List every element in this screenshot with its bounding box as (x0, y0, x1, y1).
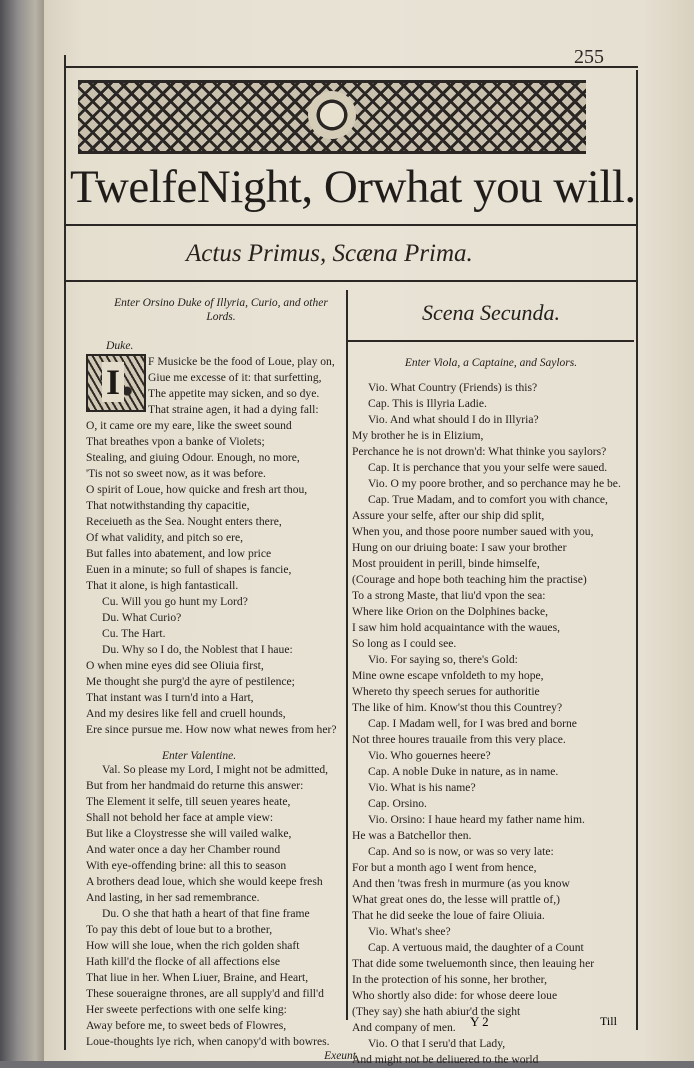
verse-line: Receiueth as the Sea. Nought enters there, (86, 515, 282, 528)
verse-line: Cap. True Madam, and to comfort you with chance, (368, 492, 608, 506)
verse-line: My brother he is in Elizium, (352, 428, 484, 442)
verse-line: The appetite may sicken, and so dye. (148, 387, 320, 400)
verse-line: Cap. A vertuous maid, the daughter of a Count (368, 940, 584, 954)
verse-line: Cap. And so is now, or was so very late: (368, 844, 554, 858)
verse-line: I saw him hold acquaintance with the waues, (352, 620, 560, 634)
stage-direction-viola: Enter Viola, a Captaine, and Saylors. (404, 356, 578, 369)
verse-line: The Element it selfe, till seuen yeares heate, (86, 795, 291, 808)
verse-line: Ere since pursue me. How now what newes from her? (86, 723, 337, 736)
verse-line: Giue me excesse of it: that surfetting, (148, 371, 322, 384)
verse-line: Vio. And what should I do in Illyria? (368, 412, 539, 426)
verse-line: A brothers dead loue, which she would keepe fresh (86, 875, 323, 888)
verse-line: Mine owne escape vnfoldeth to my hope, (352, 668, 544, 682)
verse-line: Cap. This is Illyria Ladie. (368, 396, 487, 410)
stage-direction-valentine: Enter Valentine. (162, 750, 237, 762)
verse-line: Cu. Will you go hunt my Lord? (102, 595, 248, 608)
verse-line: Not three houres trauaile from this very place. (352, 732, 566, 746)
verse-line: In the protection of his sonne, her brother, (352, 972, 547, 986)
verse-line: For but a month ago I went from hence, (352, 860, 537, 874)
verse-line: Who shortly also dide: for whose deere loue (352, 988, 558, 1002)
adjacent-page-bleed (0, 330, 44, 630)
verse-line: That notwithstanding thy capacitie, (86, 499, 250, 512)
verse-line: Assure your selfe, after our ship did split, (352, 508, 545, 522)
verse-line: Vio. O my poore brother, and so perchance may he be. (368, 476, 621, 490)
verse-line: When you, and those poore number saued with you, (352, 524, 594, 538)
verse-line: Cap. It is perchance that you your selfe were saued. (368, 460, 608, 474)
verse-line: That dide some tweluemonth since, then leauing her (352, 956, 595, 970)
verse-line: Stealing, and giuing Odour. Enough, no more, (86, 451, 300, 464)
play-title: TwelfeNight, Orwhat you will. (70, 161, 636, 213)
page-number: 255 (574, 46, 604, 68)
verse-line: O spirit of Loue, how quicke and fresh art thou, (86, 483, 308, 496)
verse-line: With eye-offending brine: all this to season (86, 859, 287, 872)
verse-line: Du. O she that hath a heart of that fine frame (102, 907, 310, 920)
verse-line: Me thought she purg'd the ayre of pestilence; (86, 675, 295, 688)
verse-line: Vio. Orsino: I haue heard my father name him. (368, 812, 585, 826)
verse-line: But from her handmaid do returne this answer: (86, 779, 304, 792)
verse-line: Where like Orion on the Dolphines backe, (352, 604, 549, 618)
verse-line: But like a Cloystresse she will vailed walke, (86, 827, 292, 840)
verse-line: O, it came ore my eare, like the sweet sound (86, 419, 292, 432)
act-heading: Actus Primus, Scæna Prima. (186, 240, 473, 267)
verse-line: And might not be deliuered to the world (352, 1052, 539, 1066)
verse-line: So long as I could see. (352, 636, 457, 650)
verse-line: To a strong Maste, that liu'd vpon the sea: (352, 588, 546, 602)
verse-line: Hung on our driuing boate: I saw your brother (352, 540, 567, 554)
verse-line: That breathes vpon a banke of Violets; (86, 435, 265, 448)
verse-line: And then 'twas fresh in murmure (as you know (352, 876, 570, 890)
verse-line: Of what validity, and pitch so ere, (86, 531, 244, 544)
stage-direction-orsino: Enter Orsino Duke of Illyria, Curio, and other Lords. (114, 297, 328, 323)
verse-line: The like of him. Know'st thou this Countrey? (352, 700, 563, 714)
verse-line: Hath kill'd the flocke of all affections else (86, 955, 281, 968)
verse-line: Du. What Curio? (102, 611, 182, 624)
verse-line: O when mine eyes did see Oliuia first, (86, 659, 264, 672)
woodcut-headpiece (78, 80, 586, 154)
catchword: Till (600, 1014, 617, 1028)
verse-line: Vio. What Country (Friends) is this? (368, 380, 538, 394)
verse-line: Loue-thoughts lye rich, when canopy'd with bowres. (86, 1035, 330, 1048)
verse-line: Val. So please my Lord, I might not be admitted, (102, 763, 329, 776)
verse-line: Cu. The Hart. (102, 627, 166, 640)
verse-line: Perchance he is not drown'd: What thinke you saylors? (352, 444, 607, 458)
header-rule (64, 66, 638, 68)
verse-line: To pay this debt of loue but to a brother, (86, 923, 273, 936)
frame-left-rule (64, 55, 66, 1050)
left-column (86, 296, 356, 1062)
title-rule (64, 224, 638, 226)
verse-line: Away before me, to sweet beds of Flowres, (86, 1019, 287, 1032)
scene-rule (348, 340, 634, 342)
verse-line: Vio. What's shee? (368, 924, 451, 938)
act-rule (64, 280, 638, 282)
signature-mark: Y 2 (470, 1014, 489, 1029)
verse-line: Du. Why so I do, the Noblest that I haue: (102, 643, 293, 656)
verse-line: (Courage and hope both teaching him the practise) (352, 572, 587, 586)
verse-line: That liue in her. When Liuer, Braine, and Heart, (86, 971, 309, 984)
verse-line: Cap. I Madam well, for I was bred and borne (368, 716, 577, 730)
verse-line: 'Tis not so sweet now, as it was before. (86, 467, 266, 480)
verse-line: How will she loue, when the rich golden shaft (86, 939, 300, 952)
right-column (352, 296, 630, 1068)
exeunt: Exeunt (324, 1050, 356, 1062)
verse-line: But falles into abatement, and low price (86, 547, 272, 560)
scene-heading: Scena Secunda. (421, 300, 561, 325)
headpiece-ornament (308, 91, 356, 139)
verse-line: He was a Batchellor then. (352, 828, 472, 842)
verse-line: What great ones do, the lesse will prattle of,) (352, 892, 560, 906)
verse-line: Euen in a minute; so full of shapes is fancie, (86, 563, 292, 576)
verse-line: Shall not behold her face at ample view: (86, 811, 274, 824)
verse-line: F Musicke be the food of Loue, play on, (148, 355, 335, 368)
verse-line: Cap. A noble Duke in nature, as in name. (368, 764, 559, 778)
verse-line: Vio. Who gouernes heere? (368, 748, 491, 762)
verse-line: And company of men. (352, 1020, 456, 1034)
verse-line: And water once a day her Chamber round (86, 843, 281, 856)
valentine-dialogue (86, 762, 356, 1050)
verse-line: Vio. What is his name? (368, 780, 476, 794)
verse-line: Vio. For saying so, there's Gold: (368, 652, 518, 666)
verse-line: These soueraigne thrones, are all supply'd and fill'd (86, 987, 324, 1000)
verse-line: That he did seeke the loue of faire Oliuia. (352, 908, 545, 922)
decorated-initial: I (86, 354, 146, 412)
verse-line: That instant was I turn'd into a Hart, (86, 691, 254, 704)
verse-line: And my desires like fell and cruell hounds, (86, 707, 286, 720)
speaker-duke: Duke. (106, 339, 134, 352)
verse-line: That it alone, is high fantasticall. (86, 579, 239, 592)
verse-line: Vio. O that I seru'd that Lady, (368, 1036, 506, 1050)
verse-line: And lasting, in her sad remembrance. (86, 891, 260, 904)
verse-line: That straine agen, it had a dying fall: (148, 403, 319, 416)
verse-line: Whereto thy speech serues for authoritie (352, 684, 540, 698)
verse-line: (They say) she hath abiur'd the sight (352, 1004, 521, 1018)
verse-line: Most prouident in perill, binde himselfe, (352, 556, 540, 570)
frame-right-rule (636, 70, 638, 1030)
verse-line: Her sweete perfections with one selfe king: (86, 1003, 287, 1016)
scene-two-dialogue (352, 380, 630, 1068)
verse-line: Cap. Orsino. (368, 796, 427, 810)
